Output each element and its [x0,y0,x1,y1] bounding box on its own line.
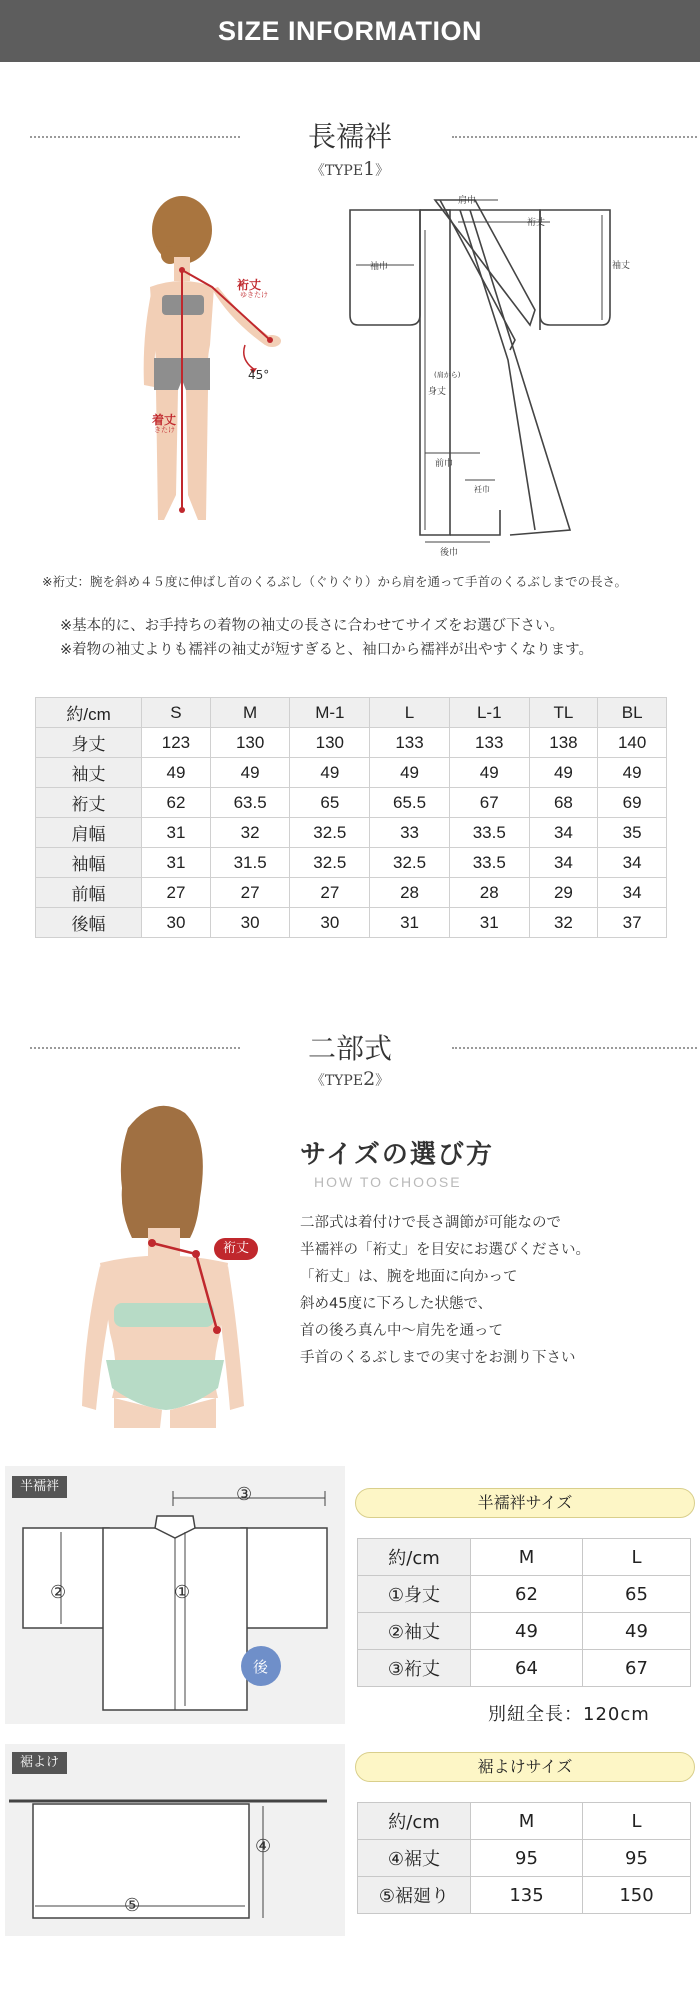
type1-title: 長襦袢 [307,120,392,153]
table-row [358,1613,691,1650]
table-cell: 130 [290,728,370,758]
row-label-cell: ②袖丈 [358,1613,471,1650]
table-header-row [358,1539,691,1576]
table-cell: 140 [598,728,667,758]
table-cell: 95 [583,1840,691,1877]
table-cell: 49 [471,1613,583,1650]
susoyoke-diagram [5,1744,345,1936]
how-to-line: 手首のくるぶしまでの実寸をお測り下さい [300,1350,576,1366]
han-juban-tag: 半襦袢 [12,1476,67,1498]
diagram-label-ushirohaba: 後巾 [440,548,459,558]
hair-shape [152,196,212,264]
table-cell: 30 [210,908,290,938]
table-row [358,1840,691,1877]
susoyoke-size-table [357,1802,691,1914]
hair-shape [121,1106,203,1238]
table-cell: 32.5 [370,848,450,878]
table-cell: 34 [598,848,667,878]
table-cell: 63.5 [210,788,290,818]
table-cell: 68 [529,788,598,818]
label-kitake-reading: きたけ [154,426,175,434]
row-label-cell: 裄丈 [36,788,142,818]
table-cell: 49 [210,758,290,788]
how-to-body [300,1210,680,1372]
how-to-line: 半襦袢の「裄丈」を目安にお選びください。 [300,1242,590,1258]
row-label-cell: 身丈 [36,728,142,758]
table-cell: 33 [370,818,450,848]
diagram-label-sodehaba: 袖巾 [370,262,389,272]
table-cell: 150 [583,1877,691,1914]
table-cell: 62 [471,1576,583,1613]
table-cell: 31 [449,908,529,938]
table-row [358,1877,691,1914]
table-cell: 49 [449,758,529,788]
type1-body-figure [120,195,320,540]
table-cell: 31 [370,908,450,938]
how-to-line: 首の後ろ真ん中～肩先を通って [300,1323,503,1339]
table-row [358,1576,691,1613]
table-cell: 133 [370,728,450,758]
row-label-cell: ④裾丈 [358,1840,471,1877]
table-cell: 135 [471,1877,583,1914]
table-row [36,788,667,818]
table-cell: 49 [142,758,211,788]
table-cell: 62 [142,788,211,818]
table-cell: 27 [210,878,290,908]
table-cell: 32 [529,908,598,938]
table-cell: 30 [290,908,370,938]
table-cell: 64 [471,1650,583,1687]
row-label-cell: ③裄丈 [358,1650,471,1687]
table-cell: 65.5 [370,788,450,818]
row-label-cell: 袖幅 [36,848,142,878]
table-header-cell: M [210,698,290,728]
han-juban-table-title: 半襦袢サイズ [355,1488,695,1518]
how-to-line: 斜め45度に下ろした状態で、 [300,1296,493,1312]
cord-length-note: 別紐全長：120cm [488,1704,650,1725]
table-header-cell: 約/cm [358,1539,471,1576]
marker-3: ③ [236,1484,253,1505]
table-cell: 123 [142,728,211,758]
table-cell: 35 [598,818,667,848]
row-label-cell: ①身丈 [358,1576,471,1613]
table-cell: 28 [370,878,450,908]
table-cell: 31 [142,848,211,878]
table-cell: 27 [290,878,370,908]
label-angle: 45° [248,368,270,382]
table-cell: 67 [449,788,529,818]
advice-line-1: ※基本的に、お手持ちの着物の袖丈の長さに合わせてサイズをお選び下さい。 [60,618,564,634]
diagram-label-mitake-note: (肩から) [434,371,461,379]
table-cell: 133 [449,728,529,758]
marker-1: ① [174,1582,191,1603]
yuki-badge: 裄丈 [214,1238,258,1260]
table-header-cell: L [583,1539,691,1576]
table-cell: 34 [598,878,667,908]
row-label-cell: 肩幅 [36,818,142,848]
diagram-label-yuki: 裄丈 [527,218,546,228]
yuki-measure-note: ※裄丈：腕を斜め４５度に伸ばし首のくるぶし（ぐりぐり）から肩を通って手首のくるぶしまでの長さ。 [42,574,627,589]
type2-subtitle: 《TYPE2》 [310,1068,390,1090]
table-cell: 65 [583,1576,691,1613]
table-header-cell: M-1 [290,698,370,728]
table-cell: 27 [142,878,211,908]
table-row [36,728,667,758]
table-header-cell: TL [529,698,598,728]
how-to-subtitle: HOW TO CHOOSE [314,1174,462,1190]
table-header-cell: L-1 [449,698,529,728]
type2-title: 二部式 [307,1032,392,1065]
diagram-label-katahaba: 肩巾 [458,196,477,206]
marker-4: ④ [255,1836,272,1857]
table-cell: 29 [529,878,598,908]
diagram-label-okumihaba: 衽巾 [474,485,490,494]
han-juban-size-table [357,1538,691,1687]
table-cell: 30 [142,908,211,938]
marker-5: ⑤ [124,1895,141,1916]
table-cell: 31 [142,818,211,848]
susoyoke-table-title: 裾よけサイズ [355,1752,695,1782]
table-cell: 49 [598,758,667,788]
table-row [36,818,667,848]
diagram-label-mitake: 身丈 [428,387,447,397]
table-cell: 95 [471,1840,583,1877]
advice-line-2: ※着物の袖丈よりも襦袢の袖丈が短すぎると、袖口から襦袢が出やすくなります。 [60,642,593,658]
table-cell: 130 [210,728,290,758]
table-header-cell: M [471,1539,583,1576]
marker-2: ② [50,1582,67,1603]
table-cell: 69 [598,788,667,818]
table-row [36,878,667,908]
table-cell: 49 [529,758,598,788]
type2-body-figure [70,1088,270,1433]
table-cell: 34 [529,848,598,878]
type1-subtitle: 《TYPE1》 [310,158,390,180]
table-cell: 37 [598,908,667,938]
table-row [36,758,667,788]
table-header-cell: M [471,1803,583,1840]
table-header-cell: L [583,1803,691,1840]
susoyoke-tag: 裾よけ [12,1752,67,1774]
table-cell: 32 [210,818,290,848]
diagram-label-sodetake: 袖丈 [612,261,631,271]
bandeau-shape [114,1303,214,1327]
page-header: SIZE INFORMATION [0,0,700,62]
label-kitake: 着丈 [152,413,177,427]
table-cell: 65 [290,788,370,818]
table-cell: 67 [583,1650,691,1687]
table-header-cell: BL [598,698,667,728]
table-header-cell: 約/cm [358,1803,471,1840]
table-cell: 49 [583,1613,691,1650]
table-cell: 33.5 [449,848,529,878]
table-row [36,848,667,878]
table-header-row [358,1803,691,1840]
table-cell: 34 [529,818,598,848]
diagram-label-maehaba: 前巾 [435,459,454,469]
table-row [36,908,667,938]
table-header-row [36,698,667,728]
table-cell: 49 [370,758,450,788]
table-cell: 31.5 [210,848,290,878]
how-to-line: 二部式は着付けで長さ調節が可能なので [300,1215,561,1231]
label-yuki-reading: ゆきたけ [240,291,268,299]
row-label-cell: 袖丈 [36,758,142,788]
table-header-cell: 約/cm [36,698,142,728]
how-to-line: 「裄丈」は、腕を地面に向かって [300,1269,518,1285]
table-cell: 33.5 [449,818,529,848]
back-label: 後 [253,1658,269,1676]
type1-size-table [35,697,667,938]
table-row [358,1650,691,1687]
type1-garment-diagram [340,190,630,555]
how-to-title: サイズの選び方 [300,1140,494,1170]
row-label-cell: ⑤裾廻り [358,1877,471,1914]
table-cell: 138 [529,728,598,758]
table-header-cell: L [370,698,450,728]
table-cell: 28 [449,878,529,908]
table-cell: 49 [290,758,370,788]
table-cell: 32.5 [290,818,370,848]
label-yuki: 裄丈 [237,278,262,292]
table-cell: 32.5 [290,848,370,878]
row-label-cell: 前幅 [36,878,142,908]
table-header-cell: S [142,698,211,728]
row-label-cell: 後幅 [36,908,142,938]
